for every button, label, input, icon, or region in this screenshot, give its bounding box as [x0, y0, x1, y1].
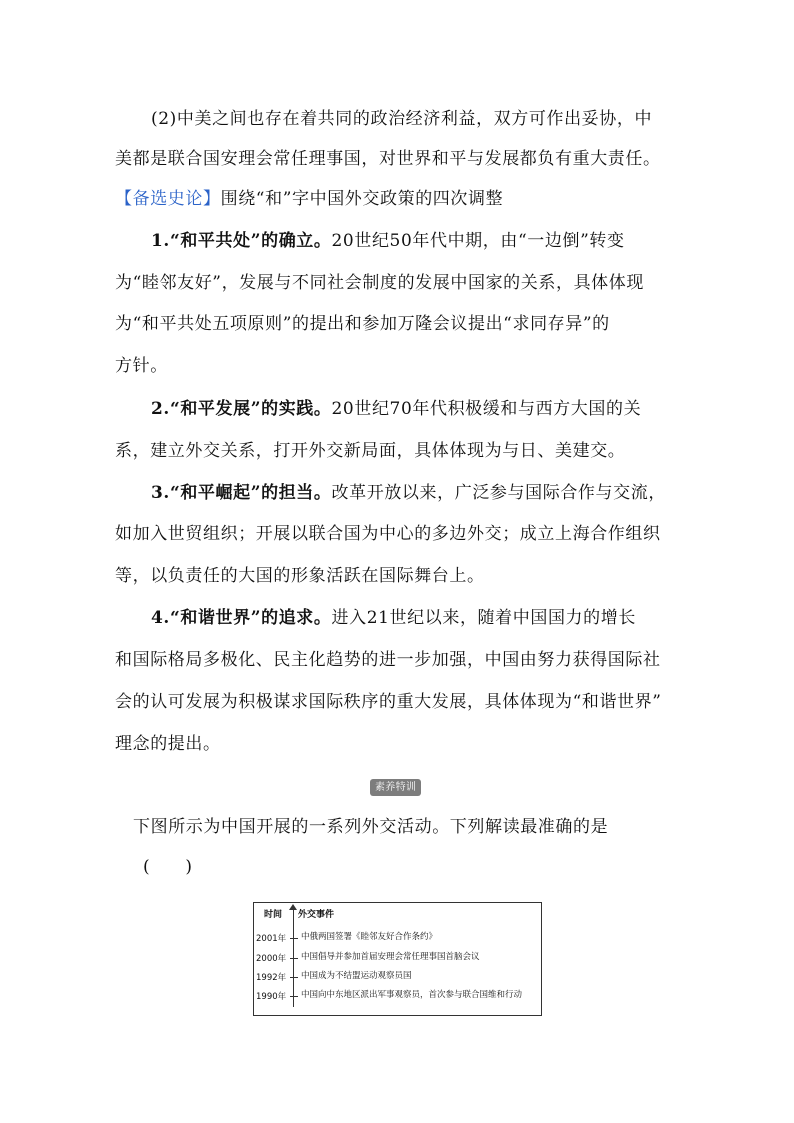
point-3-line-3: 等，以负责任的大国的形象活跃在国际舞台上。	[115, 566, 485, 586]
point-1-heading: 1.“和平共处”的确立。	[151, 231, 332, 251]
figure-header-event: 外交事件	[298, 910, 335, 920]
diplomacy-timeline-figure	[253, 902, 542, 1016]
training-badge: 素养特训	[370, 779, 421, 796]
event-year: 2000年	[256, 954, 287, 964]
question-stem: 下图所示为中国开展的一系列外交活动。下列解读最准确的是	[133, 817, 609, 837]
point-2-line-1	[151, 397, 687, 421]
point-4-line-4: 理念的提出。	[115, 734, 221, 754]
point-1-text: 20世纪50年代中期，由“一边倒”转变	[331, 231, 625, 251]
point-1-line-4: 方针。	[115, 356, 168, 376]
point-4-line-2: 和国际格局多极化、民主化趋势的进一步加强，中国由努力获得国际社	[115, 650, 661, 670]
point-3-heading: 3.“和平崛起”的担当。	[151, 483, 332, 503]
point-2-heading: 2.“和平发展”的实践。	[151, 399, 332, 419]
answer-line-1: (2)中美之间也存在着共同的政治经济利益，双方可作出妥协，中	[151, 109, 653, 129]
point-3-line-1	[151, 481, 687, 505]
event-year: 1992年	[256, 973, 287, 983]
point-1-line-1	[151, 229, 687, 253]
event-text: 中国倡导并参加首届安理会常任理事国首脑会议	[301, 952, 480, 962]
timeline-tick	[290, 958, 298, 959]
point-1-line-3: 为“和平共处五项原则”的提出和参加万隆会议提出“求同存异”的	[115, 314, 610, 334]
event-year: 1990年	[256, 992, 287, 1002]
point-2-text: 20世纪70年代积极缓和与西方大国的关	[331, 399, 642, 419]
event-year: 2001年	[256, 934, 287, 944]
timeline-tick	[290, 938, 298, 939]
section-title: 围绕“和”字中国外交政策的四次调整	[220, 189, 504, 209]
point-3-text: 改革开放以来，广泛参与国际合作与交流，	[331, 483, 666, 503]
point-1-line-2: 为“睦邻友好”，发展与不同社会制度的发展中国家的关系，具体体现	[115, 273, 644, 293]
event-text: 中国成为不结盟运动观察员国	[301, 971, 412, 981]
timeline-tick	[290, 996, 298, 997]
point-3-line-2: 如加入世贸组织；开展以联合国为中心的多边外交；成立上海合作组织	[115, 524, 661, 544]
event-text: 中俄两国签署《睦邻友好合作条约》	[301, 932, 438, 942]
section-label: 【备选史论】	[115, 189, 221, 209]
event-text: 中国向中东地区派出军事观察员，首次参与联合国维和行动	[301, 990, 523, 1000]
section-heading	[115, 187, 687, 211]
figure-header-time: 时间	[264, 910, 283, 920]
timeline-tick	[290, 977, 298, 978]
point-2-line-2: 系，建立外交关系，打开外交新局面，具体体现为与日、美建交。	[115, 441, 626, 461]
point-4-line-1	[151, 606, 687, 630]
answer-line-2: 美都是联合国安理会常任理事国，对世界和平与发展都负有重大责任。	[115, 149, 661, 169]
point-4-text: 进入21世纪以来，随着中国国力的增长	[331, 608, 636, 628]
answer-blank: ( )	[143, 857, 193, 877]
point-4-heading: 4.“和谐世界”的追求。	[151, 608, 332, 628]
point-4-line-3: 会的认可发展为积极谋求国际秩序的重大发展，具体体现为“和谐世界”	[115, 692, 662, 712]
